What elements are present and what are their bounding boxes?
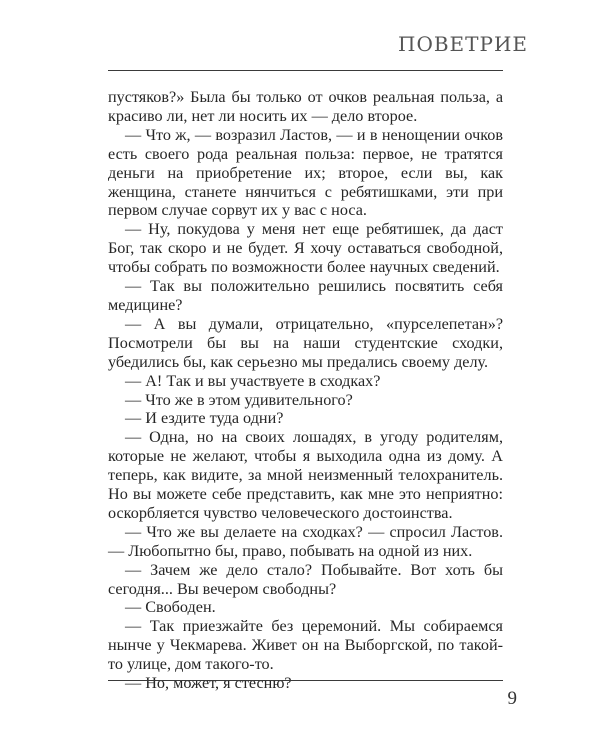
paragraph: — Что же в этом удивительного? xyxy=(125,390,353,409)
paragraph: — А! Так и вы участвуете в сходках? xyxy=(125,371,381,390)
footer-rule xyxy=(108,680,503,681)
paragraph: — Свободен. xyxy=(125,598,216,617)
paragraph: — Так вы положительно решились посвятить себя медицине? xyxy=(108,277,503,314)
running-title: ПОВЕТРИЕ xyxy=(398,32,528,56)
paragraph: — Что же вы делаете на сходках? — спросил Ластов. — Любопытно бы, право, побывать на одной из них. xyxy=(108,522,503,560)
paragraph: пустяков?» Была бы только от очков реальная польза, а красиво ли, нет ли носить их — дело второе. xyxy=(108,88,503,125)
paragraph: — Так приезжайте без церемоний. Мы собираемся нынче у Чекмарева. Живет он на Выборгской, по такой-то улице, дом такого-то. xyxy=(108,617,503,674)
paragraph: — Одна, но на своих лошадях, в угоду родителям, которые не желают, чтобы я выходила одна из дому. А теперь, как видите, за мной неизменный телохранитель. Но вы можете себе представить, как мне это неприятно: оскорбляется чувство человеческого достоинства. xyxy=(108,428,503,522)
paragraph: — И ездите туда одни? xyxy=(125,409,284,428)
paragraph: — А вы думали, отрицательно, «пурселепетан»? Посмотрели бы вы на наши студентские сходки, убедились бы, как серьезно мы предались своему делу. xyxy=(108,314,503,371)
paragraph: — Но, может, я стесню? xyxy=(125,674,292,693)
paragraph: — Ну, покудова у меня нет еще ребятишек, да даст Бог, так скоро и не будет. Я хочу оставаться свободной, чтобы собрать по возможности более научных сведений. xyxy=(108,220,503,277)
paragraph: — Что ж, — возразил Ластов, — и в ненощении очков есть своего рода реальная польза: первое, не тратятся деньги на приобретение их; второе, если вы, как женщина, станете нянчиться с ребятишками, эти при первом случае сорвут их у вас с носа. xyxy=(108,125,503,220)
page-number: 9 xyxy=(507,688,517,709)
paragraph: — Зачем же дело стало? Побывайте. Вот хоть бы сегодня... Вы вечером свободны? xyxy=(108,560,503,598)
header-rule xyxy=(108,70,503,71)
body-text xyxy=(108,88,503,693)
